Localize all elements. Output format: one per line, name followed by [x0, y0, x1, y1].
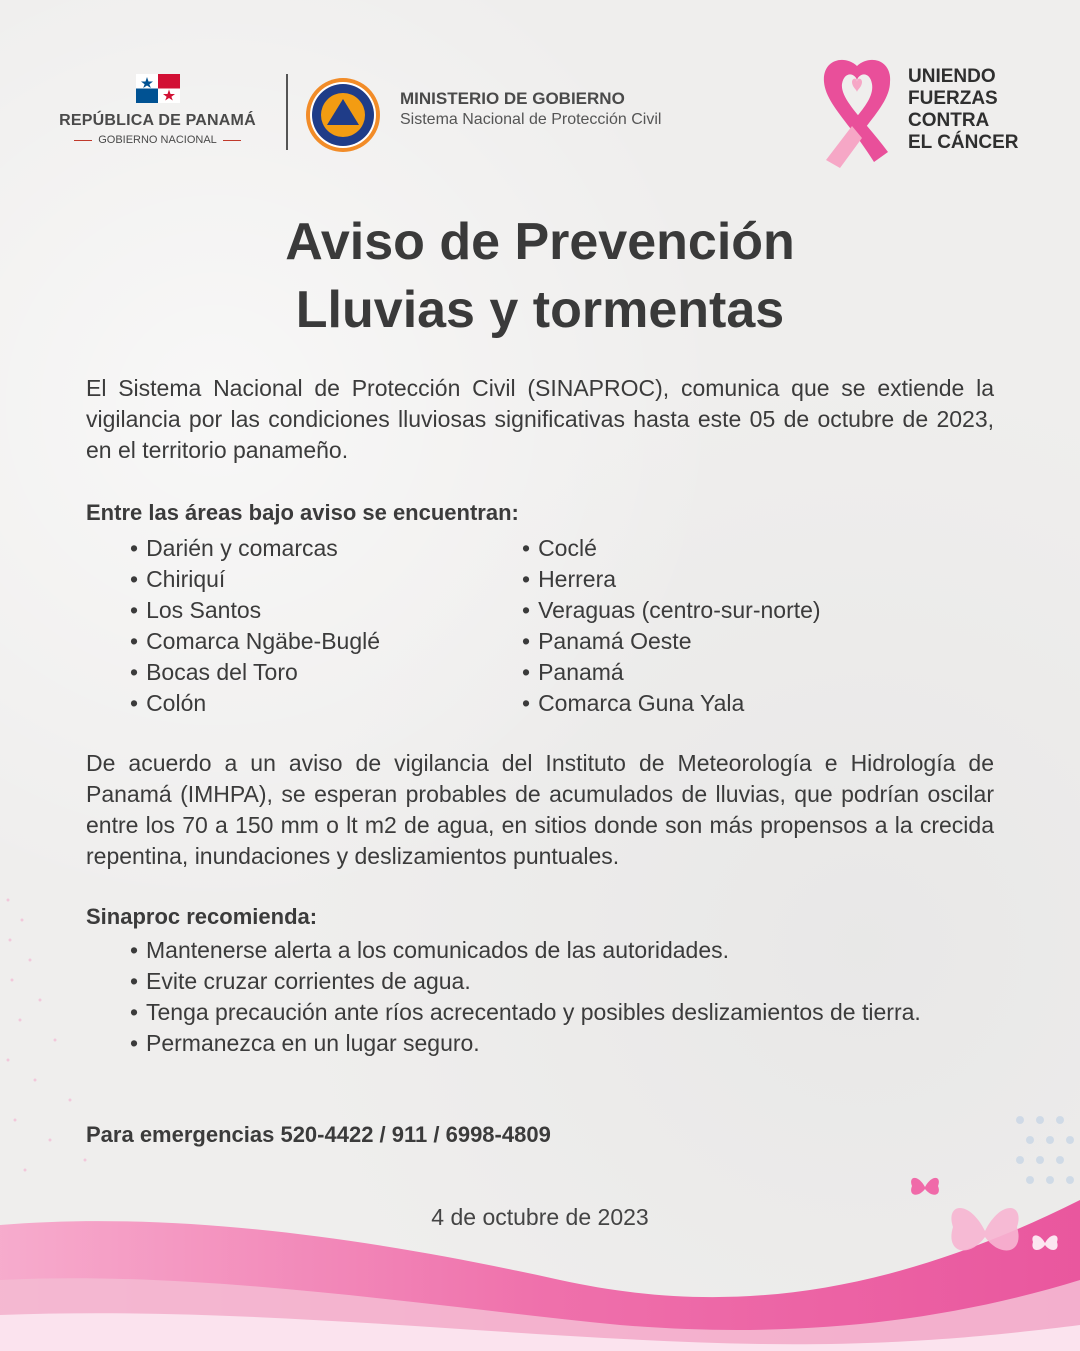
ministry-subtitle: Sistema Nacional de Protección Civil [400, 111, 662, 128]
republic-title: REPÚBLICA DE PANAMÁ [59, 112, 256, 129]
areas-list-right [522, 533, 821, 719]
pink-ribbon-icon [814, 52, 900, 170]
recommendations-list [130, 935, 994, 1059]
campaign-line-3: CONTRA [908, 110, 990, 131]
ministry-title: MINISTERIO DE GOBIERNO [400, 89, 625, 108]
header-divider [286, 74, 288, 150]
emergency-numbers: Para emergencias 520-4422 / 911 / 6998-4809 [86, 1122, 551, 1147]
list-item: • Herrera [522, 564, 821, 595]
list-item: • Comarca Ngäbe-Buglé [130, 626, 380, 657]
campaign-line-2: FUERZAS [908, 88, 998, 109]
sinaproc-seal-icon [305, 77, 381, 153]
list-item: • Mantenerse alerta a los comunicados de las autoridades. [130, 935, 994, 966]
list-item: • Chiriquí [130, 564, 380, 595]
header [0, 0, 1080, 170]
campaign-text [908, 66, 1068, 154]
areas-heading: Entre las áreas bajo aviso se encuentran: [86, 500, 519, 525]
list-item: • Veraguas (centro-sur-norte) [522, 595, 821, 626]
butterfly-icon [1030, 1230, 1060, 1256]
campaign-line-1: UNIENDO [908, 66, 996, 87]
page-title [0, 208, 1080, 344]
recommendations-heading: Sinaproc recomienda: [86, 904, 318, 929]
list-item: • Panamá Oeste [522, 626, 821, 657]
list-item: • Panamá [522, 657, 821, 688]
list-item: • Comarca Guna Yala [522, 688, 821, 719]
intro-paragraph: El Sistema Nacional de Protección Civil (SINAPROC), comunica que se extiende la vigilancia por las condiciones lluviosas significativas hasta este 05 de octubre de 2023, en el territorio panameño. [86, 375, 994, 463]
areas-list-left [130, 533, 380, 719]
issue-date: 4 de octubre de 2023 [431, 1204, 649, 1230]
list-item: • Tenga precaución ante ríos acrecentado y posibles deslizamientos de tierra. [130, 997, 994, 1028]
title-line-2: Lluvias y tormentas [295, 281, 785, 339]
list-item: • Los Santos [130, 595, 380, 626]
republic-subtitle: GOBIERNO NACIONAL [50, 134, 265, 146]
list-item: • Bocas del Toro [130, 657, 380, 688]
campaign-line-4: EL CÁNCER [908, 132, 1019, 153]
footer-wave [0, 1130, 1080, 1351]
list-item: • Coclé [522, 533, 821, 564]
list-item: • Darién y comarcas [130, 533, 380, 564]
list-item: • Permanezca en un lugar seguro. [130, 1028, 994, 1059]
list-item: • Colón [130, 688, 380, 719]
title-line-1: Aviso de Prevención [285, 213, 795, 271]
forecast-paragraph: De acuerdo a un aviso de vigilancia del Instituto de Meteorología e Hidrología de Panamá (IMHPA), se esperan probables de acumulados de lluvias, que podrían oscilar entre los 70 a 150 mm o lt m2 de agua, en sitios donde son más propensos a la crecida repentina, inundaciones y deslizamientos puntuales. [86, 750, 994, 869]
list-item: • Evite cruzar corrientes de agua. [130, 966, 994, 997]
panama-flag-icon [136, 74, 180, 103]
butterfly-icon [908, 1172, 942, 1202]
